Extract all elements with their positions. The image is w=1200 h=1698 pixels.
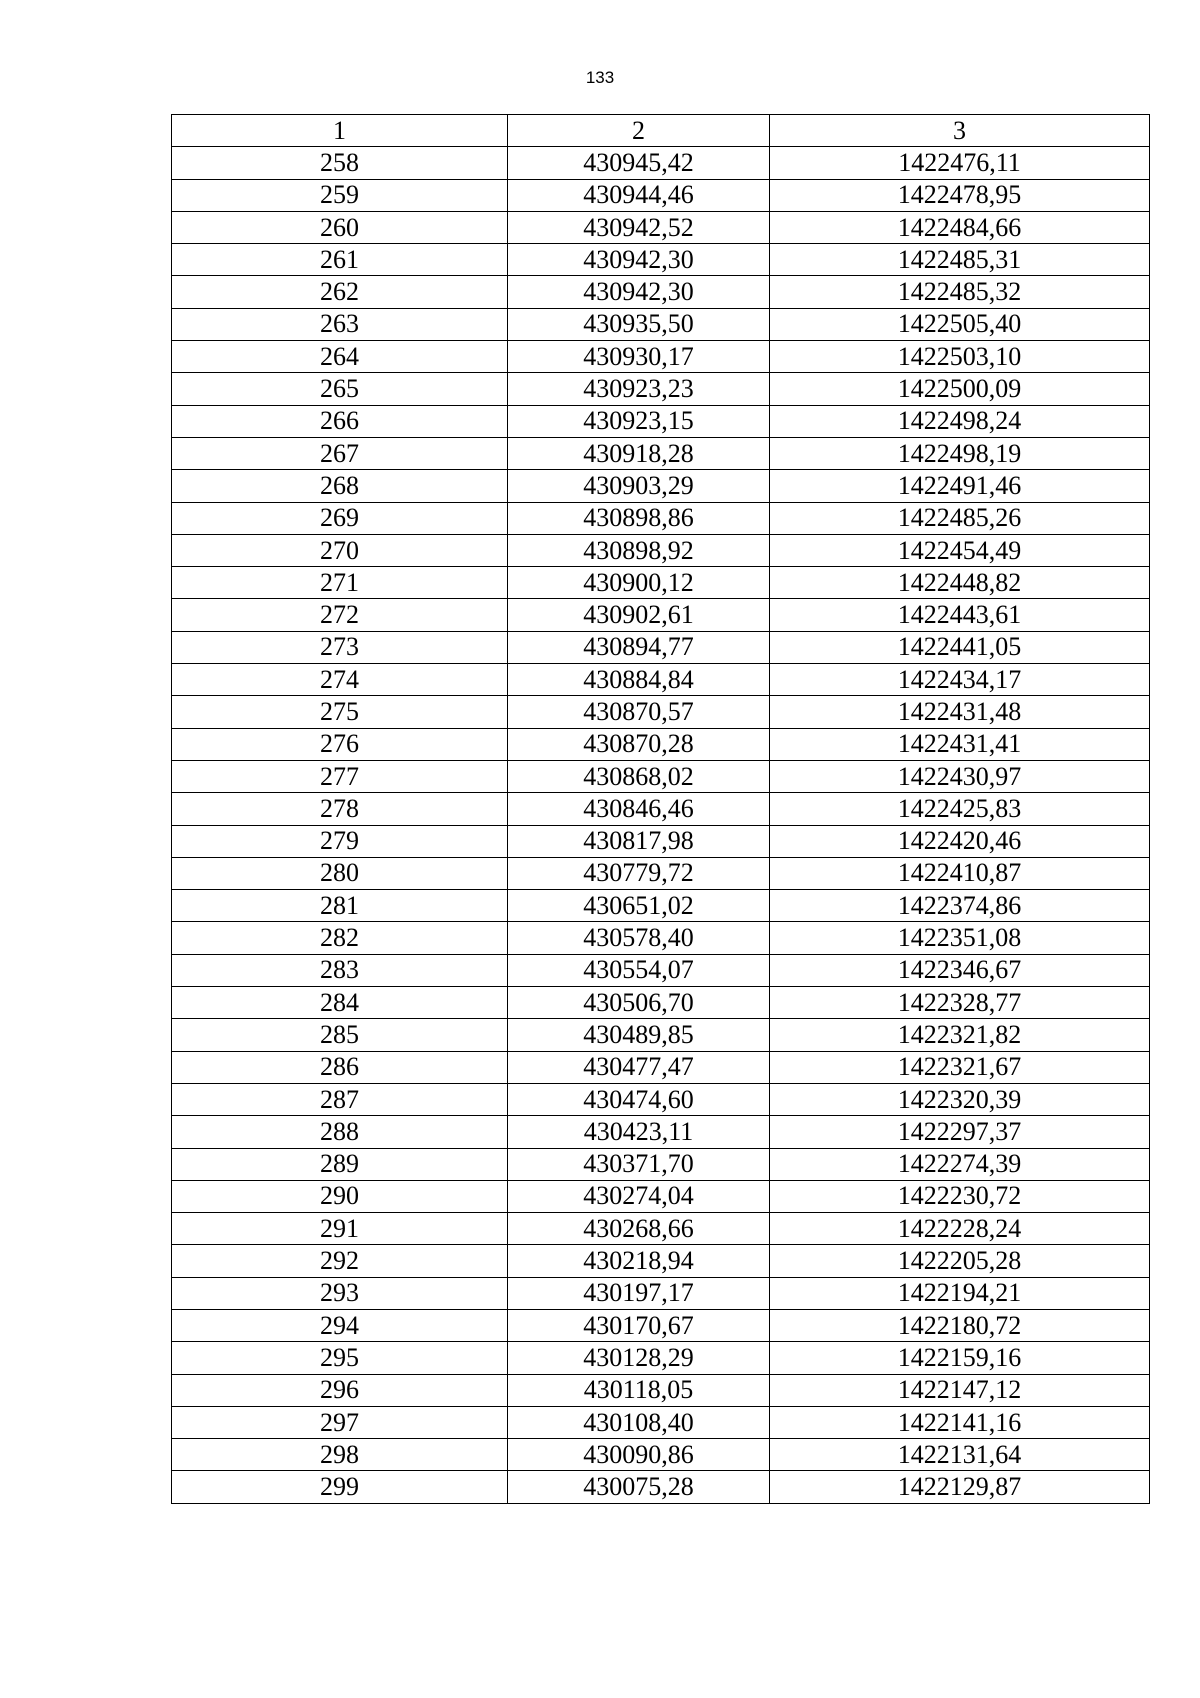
table-row xyxy=(172,341,1150,373)
table-row xyxy=(172,211,1150,243)
point-number-cell: 296 xyxy=(172,1374,508,1406)
y-coordinate-cell: 1422485,26 xyxy=(770,502,1150,534)
point-number-cell: 279 xyxy=(172,825,508,857)
page-number: 133 xyxy=(585,68,615,87)
point-number-cell: 262 xyxy=(172,276,508,308)
point-number-cell: 276 xyxy=(172,728,508,760)
y-coordinate-cell: 1422425,83 xyxy=(770,793,1150,825)
table-row xyxy=(172,244,1150,276)
point-number-cell: 288 xyxy=(172,1116,508,1148)
table-row xyxy=(172,1342,1150,1374)
table-row xyxy=(172,1374,1150,1406)
column-header-2: 2 xyxy=(508,115,770,147)
y-coordinate-cell: 1422505,40 xyxy=(770,308,1150,340)
x-coordinate-cell: 430846,46 xyxy=(508,793,770,825)
x-coordinate-cell: 430554,07 xyxy=(508,954,770,986)
point-number-cell: 287 xyxy=(172,1083,508,1115)
y-coordinate-cell: 1422320,39 xyxy=(770,1083,1150,1115)
point-number-cell: 295 xyxy=(172,1342,508,1374)
x-coordinate-cell: 430128,29 xyxy=(508,1342,770,1374)
y-coordinate-cell: 1422484,66 xyxy=(770,211,1150,243)
x-coordinate-cell: 430477,47 xyxy=(508,1051,770,1083)
point-number-cell: 266 xyxy=(172,405,508,437)
table-row xyxy=(172,179,1150,211)
table-row xyxy=(172,922,1150,954)
x-coordinate-cell: 430942,52 xyxy=(508,211,770,243)
point-number-cell: 280 xyxy=(172,857,508,889)
table-row xyxy=(172,405,1150,437)
x-coordinate-cell: 430942,30 xyxy=(508,276,770,308)
point-number-cell: 284 xyxy=(172,987,508,1019)
table-row xyxy=(172,664,1150,696)
y-coordinate-cell: 1422141,16 xyxy=(770,1406,1150,1438)
point-number-cell: 275 xyxy=(172,696,508,728)
x-coordinate-cell: 430870,57 xyxy=(508,696,770,728)
x-coordinate-cell: 430923,15 xyxy=(508,405,770,437)
y-coordinate-cell: 1422431,41 xyxy=(770,728,1150,760)
y-coordinate-cell: 1422147,12 xyxy=(770,1374,1150,1406)
y-coordinate-cell: 1422230,72 xyxy=(770,1180,1150,1212)
x-coordinate-cell: 430423,11 xyxy=(508,1116,770,1148)
point-number-cell: 282 xyxy=(172,922,508,954)
point-number-cell: 261 xyxy=(172,244,508,276)
y-coordinate-cell: 1422448,82 xyxy=(770,567,1150,599)
x-coordinate-cell: 430506,70 xyxy=(508,987,770,1019)
y-coordinate-cell: 1422374,86 xyxy=(770,890,1150,922)
y-coordinate-cell: 1422454,49 xyxy=(770,534,1150,566)
y-coordinate-cell: 1422431,48 xyxy=(770,696,1150,728)
table-row xyxy=(172,373,1150,405)
table-header xyxy=(172,115,1150,147)
y-coordinate-cell: 1422180,72 xyxy=(770,1309,1150,1341)
table-row xyxy=(172,696,1150,728)
point-number-cell: 286 xyxy=(172,1051,508,1083)
table-row xyxy=(172,857,1150,889)
x-coordinate-cell: 430900,12 xyxy=(508,567,770,599)
x-coordinate-cell: 430945,42 xyxy=(508,147,770,179)
table-row xyxy=(172,987,1150,1019)
y-coordinate-cell: 1422321,82 xyxy=(770,1019,1150,1051)
y-coordinate-cell: 1422503,10 xyxy=(770,341,1150,373)
y-coordinate-cell: 1422485,31 xyxy=(770,244,1150,276)
y-coordinate-cell: 1422491,46 xyxy=(770,470,1150,502)
x-coordinate-cell: 430075,28 xyxy=(508,1471,770,1503)
point-number-cell: 298 xyxy=(172,1439,508,1471)
x-coordinate-cell: 430197,17 xyxy=(508,1277,770,1309)
point-number-cell: 293 xyxy=(172,1277,508,1309)
x-coordinate-cell: 430578,40 xyxy=(508,922,770,954)
x-coordinate-cell: 430170,67 xyxy=(508,1309,770,1341)
point-number-cell: 283 xyxy=(172,954,508,986)
table-row xyxy=(172,1180,1150,1212)
x-coordinate-cell: 430894,77 xyxy=(508,631,770,663)
x-coordinate-cell: 430868,02 xyxy=(508,760,770,792)
x-coordinate-cell: 430898,86 xyxy=(508,502,770,534)
point-number-cell: 270 xyxy=(172,534,508,566)
y-coordinate-cell: 1422476,11 xyxy=(770,147,1150,179)
x-coordinate-cell: 430651,02 xyxy=(508,890,770,922)
y-coordinate-cell: 1422328,77 xyxy=(770,987,1150,1019)
table-row xyxy=(172,728,1150,760)
y-coordinate-cell: 1422441,05 xyxy=(770,631,1150,663)
x-coordinate-cell: 430118,05 xyxy=(508,1374,770,1406)
x-coordinate-cell: 430944,46 xyxy=(508,179,770,211)
y-coordinate-cell: 1422228,24 xyxy=(770,1213,1150,1245)
point-number-cell: 278 xyxy=(172,793,508,825)
point-number-cell: 260 xyxy=(172,211,508,243)
table-row xyxy=(172,567,1150,599)
column-header-3: 3 xyxy=(770,115,1150,147)
table-row xyxy=(172,1051,1150,1083)
table-row xyxy=(172,1406,1150,1438)
table-row xyxy=(172,534,1150,566)
x-coordinate-cell: 430274,04 xyxy=(508,1180,770,1212)
table-row xyxy=(172,276,1150,308)
x-coordinate-cell: 430108,40 xyxy=(508,1406,770,1438)
point-number-cell: 277 xyxy=(172,760,508,792)
table-row xyxy=(172,1148,1150,1180)
table-row xyxy=(172,502,1150,534)
point-number-cell: 272 xyxy=(172,599,508,631)
column-header-1: 1 xyxy=(172,115,508,147)
table-row xyxy=(172,1439,1150,1471)
point-number-cell: 289 xyxy=(172,1148,508,1180)
point-number-cell: 265 xyxy=(172,373,508,405)
x-coordinate-cell: 430935,50 xyxy=(508,308,770,340)
x-coordinate-cell: 430817,98 xyxy=(508,825,770,857)
table-row xyxy=(172,1019,1150,1051)
y-coordinate-cell: 1422297,37 xyxy=(770,1116,1150,1148)
table-row xyxy=(172,890,1150,922)
x-coordinate-cell: 430902,61 xyxy=(508,599,770,631)
y-coordinate-cell: 1422498,19 xyxy=(770,437,1150,469)
x-coordinate-cell: 430474,60 xyxy=(508,1083,770,1115)
point-number-cell: 267 xyxy=(172,437,508,469)
x-coordinate-cell: 430371,70 xyxy=(508,1148,770,1180)
point-number-cell: 294 xyxy=(172,1309,508,1341)
table-row xyxy=(172,437,1150,469)
point-number-cell: 269 xyxy=(172,502,508,534)
y-coordinate-cell: 1422430,97 xyxy=(770,760,1150,792)
point-number-cell: 299 xyxy=(172,1471,508,1503)
y-coordinate-cell: 1422498,24 xyxy=(770,405,1150,437)
point-number-cell: 292 xyxy=(172,1245,508,1277)
table-row xyxy=(172,793,1150,825)
table-row xyxy=(172,954,1150,986)
point-number-cell: 290 xyxy=(172,1180,508,1212)
y-coordinate-cell: 1422410,87 xyxy=(770,857,1150,889)
y-coordinate-cell: 1422478,95 xyxy=(770,179,1150,211)
x-coordinate-cell: 430884,84 xyxy=(508,664,770,696)
y-coordinate-cell: 1422434,17 xyxy=(770,664,1150,696)
point-number-cell: 291 xyxy=(172,1213,508,1245)
header-row xyxy=(172,115,1150,147)
point-number-cell: 281 xyxy=(172,890,508,922)
point-number-cell: 273 xyxy=(172,631,508,663)
y-coordinate-cell: 1422485,32 xyxy=(770,276,1150,308)
point-number-cell: 285 xyxy=(172,1019,508,1051)
y-coordinate-cell: 1422131,64 xyxy=(770,1439,1150,1471)
table-row xyxy=(172,631,1150,663)
table-body xyxy=(172,147,1150,1503)
table-row xyxy=(172,1277,1150,1309)
y-coordinate-cell: 1422205,28 xyxy=(770,1245,1150,1277)
x-coordinate-cell: 430903,29 xyxy=(508,470,770,502)
point-number-cell: 264 xyxy=(172,341,508,373)
y-coordinate-cell: 1422351,08 xyxy=(770,922,1150,954)
y-coordinate-cell: 1422129,87 xyxy=(770,1471,1150,1503)
x-coordinate-cell: 430489,85 xyxy=(508,1019,770,1051)
point-number-cell: 271 xyxy=(172,567,508,599)
point-number-cell: 263 xyxy=(172,308,508,340)
table-row xyxy=(172,1471,1150,1503)
table-row xyxy=(172,1245,1150,1277)
y-coordinate-cell: 1422420,46 xyxy=(770,825,1150,857)
table-row xyxy=(172,599,1150,631)
table-row xyxy=(172,825,1150,857)
point-number-cell: 274 xyxy=(172,664,508,696)
x-coordinate-cell: 430930,17 xyxy=(508,341,770,373)
x-coordinate-cell: 430218,94 xyxy=(508,1245,770,1277)
point-number-cell: 259 xyxy=(172,179,508,211)
point-number-cell: 297 xyxy=(172,1406,508,1438)
table-row xyxy=(172,1083,1150,1115)
y-coordinate-cell: 1422346,67 xyxy=(770,954,1150,986)
y-coordinate-cell: 1422321,67 xyxy=(770,1051,1150,1083)
x-coordinate-cell: 430090,86 xyxy=(508,1439,770,1471)
y-coordinate-cell: 1422194,21 xyxy=(770,1277,1150,1309)
table-row xyxy=(172,1213,1150,1245)
x-coordinate-cell: 430918,28 xyxy=(508,437,770,469)
y-coordinate-cell: 1422159,16 xyxy=(770,1342,1150,1374)
point-number-cell: 268 xyxy=(172,470,508,502)
y-coordinate-cell: 1422443,61 xyxy=(770,599,1150,631)
table-row xyxy=(172,147,1150,179)
table-row xyxy=(172,760,1150,792)
table-row xyxy=(172,1309,1150,1341)
y-coordinate-cell: 1422500,09 xyxy=(770,373,1150,405)
x-coordinate-cell: 430268,66 xyxy=(508,1213,770,1245)
table-row xyxy=(172,308,1150,340)
point-number-cell: 258 xyxy=(172,147,508,179)
x-coordinate-cell: 430779,72 xyxy=(508,857,770,889)
x-coordinate-cell: 430923,23 xyxy=(508,373,770,405)
coordinates-table xyxy=(171,114,1150,1504)
y-coordinate-cell: 1422274,39 xyxy=(770,1148,1150,1180)
table-row xyxy=(172,1116,1150,1148)
x-coordinate-cell: 430898,92 xyxy=(508,534,770,566)
x-coordinate-cell: 430942,30 xyxy=(508,244,770,276)
table-row xyxy=(172,470,1150,502)
x-coordinate-cell: 430870,28 xyxy=(508,728,770,760)
